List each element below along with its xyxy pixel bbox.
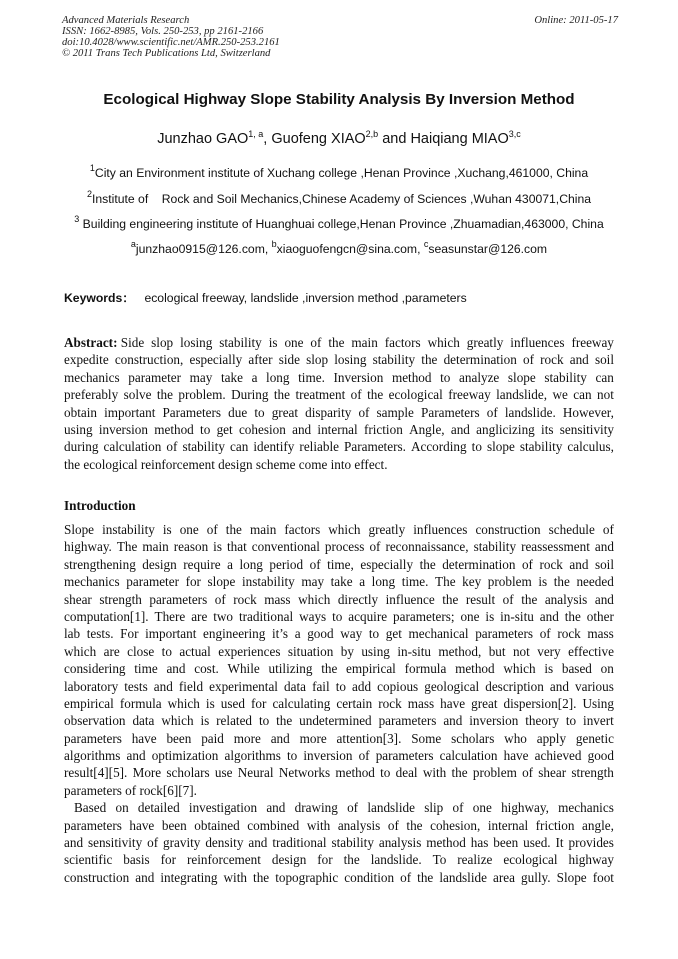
text-line: preferably solve the problem. During the treatment of the ecological freeway landslide, we can not (64, 387, 614, 403)
text-line: Abstract: Side slop losing stability is one of the main factors which greatly influences freeway (64, 335, 614, 350)
affiliation-mark: 1 (89, 163, 95, 173)
email-address[interactable]: seasunstar@126.com (428, 242, 548, 256)
email-mark: a (130, 239, 136, 249)
text-line: shear strength parameters of rock mass which directly influence the result of the analysis and (64, 591, 614, 607)
text-line: strengthening design require a long period of time, especially the determination of rock and soil (64, 556, 614, 572)
text-line: using inversion method to get cohesion and internal friction Angle, and anglicizing its sensitivity (64, 421, 614, 437)
keywords (64, 289, 467, 306)
online-date: Online: 2011-05-17 (534, 15, 618, 26)
text-line: Based on detailed investigation and drawing of landslide slip of one highway, mechanics (74, 800, 614, 816)
affiliation-mark: 2 (86, 189, 92, 199)
affiliation-mark: 3 (74, 214, 80, 224)
text-line: parameters have been obtained combined with analysis of the cohesion, internal friction angle, (64, 817, 614, 833)
keywords-text: ecological freeway, landslide ,inversion method ,parameters (144, 291, 467, 305)
text-line: empirical formula which is used for calculating certain rock mass have great dispersion[2]. Using (64, 695, 614, 711)
text-line: result[4][5]. More scholars use Neural Networks method to deal with the problem of shear strength (64, 765, 614, 781)
author-name: Junzhao GAO (157, 131, 249, 147)
email-address[interactable]: junzhao0915@126.com, (135, 242, 272, 256)
author-separator: and (378, 131, 411, 147)
affiliation-2 (0, 189, 678, 206)
affiliation-text: City an Environment institute of Xuchang college ,Henan Province ,Xuchang,461000, China (94, 166, 589, 180)
text-line: mechanics parameter may take a long time. Inversion method to analyze slope stability can (64, 369, 614, 385)
text-line: considering time and cost. While utilizing the empirical formula method which is based on (64, 661, 614, 677)
text-line: which are close to actual experiences situation by using in-situ method, but not very effective (64, 643, 614, 659)
text-line: lab tests. For important engineering it’s a good way to get mechanical parameters of rock mass (64, 626, 614, 642)
author-name: Haiqiang MIAO (410, 131, 509, 147)
abstract (64, 334, 614, 473)
email-mark: c (423, 239, 429, 249)
introduction-body (64, 521, 614, 886)
author-emails (0, 239, 678, 256)
text-line: mechanics parameter for slope instability may take a long time. The key problem is the needed (64, 574, 614, 590)
email-mark: b (271, 239, 277, 249)
email-address[interactable]: xiaoguofengcn@sina.com, (276, 242, 424, 256)
author-affiliation-mark: 3,c (508, 129, 521, 139)
keywords-label: Keywords： (64, 291, 135, 305)
issn-line: ISSN: 1662-8985, Vols. 250-253, pp 2161-2166 (62, 26, 264, 37)
copyright-line: © 2011 Trans Tech Publications Ltd, Switzerland (62, 48, 271, 59)
author-name: Guofeng XIAO (271, 131, 366, 147)
abstract-label: Abstract: (64, 335, 118, 350)
section-heading-introduction: Introduction (64, 498, 136, 513)
affiliation-text: Institute of Rock and Soil Mechanics,Chinese Academy of Sciences ,Wuhan 430071,China (91, 192, 592, 206)
text-line: parameters of rock[6][7]. (64, 782, 197, 798)
text-line: construction and integrating with the topographic condition of the landslide area gully. Slope foot (64, 869, 614, 885)
text-line: obtain important Parameters due to great disparity of sample Parameters of landslide. However, (64, 404, 614, 420)
doi-line: doi:10.4028/www.scientific.net/AMR.250-253.2161 (62, 37, 280, 48)
affiliation-1 (0, 163, 678, 180)
text-line: observation data which is related to the undetermined parameters and inversion theory to invert (64, 713, 614, 729)
author-affiliation-mark: 1, a (248, 129, 264, 139)
text-line: expedite construction, especially after side slop losing stability the determination of rock and soil (64, 352, 614, 368)
text-line: algorithms and optimization algorithms to inversion of parameters calculation have achieved good (64, 748, 614, 764)
journal-header (62, 15, 280, 59)
text-line: highway. The main reason is that conventional process of reconnaissance, stability reassessment and (64, 539, 614, 555)
author-list (0, 131, 678, 147)
affiliation-text: Building engineering institute of Huanghuai college,Henan Province ,Zhuamadian,463000, China (79, 217, 604, 231)
text-line: parameters have been paid more and more attention[3]. Some scholars who apply genetic (64, 730, 614, 746)
paper-title: Ecological Highway Slope Stability Analysis By Inversion Method (103, 91, 575, 108)
text-line: during calculation of stability can identify reliable Parameters. According to slope stability calculus, (64, 439, 614, 455)
text-line: scientific basis for reinforcement design for the landslide. To realize ecological highway (64, 852, 614, 868)
text-line: computation[1]. There are two traditional ways to acquire parameters; one is in-situ and the other (64, 608, 614, 624)
affiliation-3 (0, 214, 678, 231)
author-affiliation-mark: 2,b (365, 129, 379, 139)
author-separator: , (263, 131, 272, 147)
journal-name: Advanced Materials Research (62, 15, 190, 26)
text-line: the ecological reinforcement design scheme come into effect. (64, 456, 388, 472)
text-line: Slope instability is one of the main factors which greatly influences construction schedule of (64, 522, 614, 537)
text-line: and sensitivity of gravity density and traditional stability analysis method has been used. It provides (64, 835, 614, 851)
text-line: laboratory tests and field experimental data fail to add copious geological description and various (64, 678, 614, 694)
